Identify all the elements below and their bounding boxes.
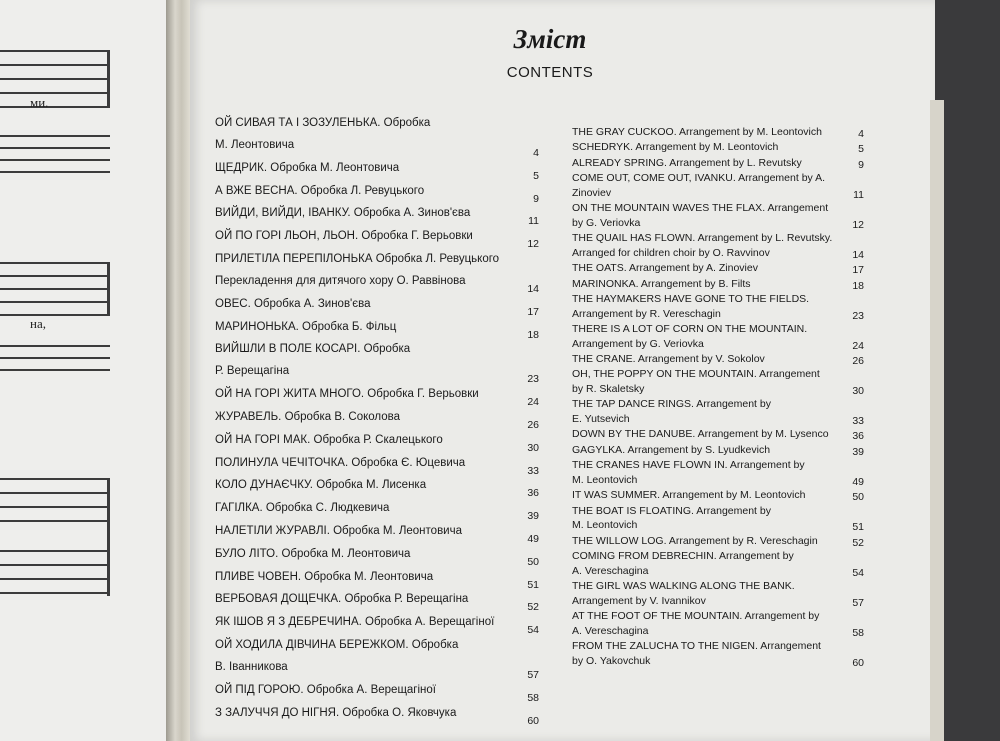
toc-entry-title: OH, THE POPPY ON THE MOUNTAIN. Arrangement xyxy=(572,368,820,381)
music-staff xyxy=(0,478,110,608)
toc-page-number: 30 xyxy=(527,441,539,454)
toc-page-number: 5 xyxy=(858,143,864,156)
toc-page-number: 54 xyxy=(852,566,864,579)
toc-entry-title: В. Іванникова xyxy=(215,661,288,673)
toc-page-number: 24 xyxy=(852,339,864,352)
toc-entry-title: THE TAP DANCE RINGS. Arrangement by xyxy=(572,398,771,411)
toc-page-number: 18 xyxy=(852,279,864,292)
toc-page-number: 49 xyxy=(527,533,539,545)
toc-page-number: 23 xyxy=(852,309,864,322)
toc-entry-title: by O. Yakovchuk xyxy=(572,654,651,667)
toc-entry-title: ВИЙШЛИ В ПОЛЕ КОСАРІ. Обробка xyxy=(215,343,411,356)
toc-page-number: 33 xyxy=(852,415,864,427)
toc-page-number: 11 xyxy=(528,215,539,228)
toc-entry-title: ОЙ ХОДИЛА ДІВЧИНА БЕРЕЖКОМ. Обробка xyxy=(215,639,459,651)
toc-entry-title: ОЙ ПІД ГОРОЮ. Обробка А. Верещагіної xyxy=(215,683,436,696)
toc-page-number: 5 xyxy=(533,169,539,182)
toc-entry-title: THERE IS A LOT OF CORN ON THE MOUNTAIN. xyxy=(572,323,808,335)
toc-page-number: 36 xyxy=(852,430,864,443)
toc-entry-title: THE BOAT IS FLOATING. Arrangement by xyxy=(572,504,771,517)
toc-page-number: 26 xyxy=(852,355,864,367)
music-staff xyxy=(0,50,110,120)
lyric-text: на, xyxy=(30,316,46,331)
toc-entry-title: Р. Верещагіна xyxy=(215,365,290,378)
toc-entry-title: COMING FROM DEBRECHIN. Arrangement by xyxy=(572,550,794,562)
toc-entry-title: COME OUT, COME OUT, IVANKU. Arrangement by A. xyxy=(572,172,826,185)
toc-page-number: 51 xyxy=(852,521,864,534)
toc-page-number: 12 xyxy=(527,238,539,251)
toc-entry-title: НАЛЕТІЛИ ЖУРАВЛІ. Обробка М. Леонтовича xyxy=(215,525,462,537)
toc-entry-title: FROM THE ZALUCHA TO THE NIGEN. Arrangement xyxy=(572,640,821,652)
toc-entry-title: ВИЙДИ, ВИЙДИ, ІВАНКУ. Обробка А. Зинов'єва xyxy=(215,207,471,220)
toc-entry-title: AT THE FOOT OF THE MOUNTAIN. Arrangement by xyxy=(572,610,820,622)
toc-page-number: 36 xyxy=(527,487,539,500)
toc-page-number: 14 xyxy=(852,248,864,261)
toc-entry-title: A. Vereschagina xyxy=(572,564,649,577)
contents-title-en: CONTENTS xyxy=(506,64,594,81)
toc-page-number: 11 xyxy=(853,188,864,201)
toc-entry-title: Перекладення для дитячого хору О. Раввінова xyxy=(215,275,466,287)
toc-entry-title: Arrangement by V. Ivannikov xyxy=(572,594,706,607)
toc-entry-title: DOWN BY THE DANUBE. Arrangement by M. Lysenco xyxy=(572,428,829,441)
toc-page-number: 18 xyxy=(527,328,539,341)
toc-page-number: 51 xyxy=(527,578,539,591)
toc-entry-title: E. Yutsevich xyxy=(572,413,630,425)
toc-entry-title: M. Leontovich xyxy=(572,519,638,532)
toc-entry-title: ПЛИВЕ ЧОВЕН. Обробка М. Леонтовича xyxy=(215,570,434,583)
toc-entry-title: ОВЕС. Обробка А. Зинов'єва xyxy=(215,297,371,310)
toc-entry-title: by R. Skaletsky xyxy=(572,383,645,395)
toc-page-number: 60 xyxy=(527,714,539,727)
toc-entry-title: THE GRAY CUCKOO. Arrangement by M. Leontovich xyxy=(572,126,822,138)
toc-entry-title: THE CRANES HAVE FLOWN IN. Arrangement by xyxy=(572,459,805,472)
toc-page-number: 4 xyxy=(533,147,539,159)
toc-entry-title: ГАГІЛКА. Обробка С. Людкевича xyxy=(215,502,390,515)
toc-entry-title: A. Vereschagina xyxy=(572,624,649,637)
toc-page-number: 26 xyxy=(527,419,539,431)
music-staff xyxy=(0,345,110,390)
page-edge xyxy=(930,100,944,741)
toc-page-number: 17 xyxy=(852,264,864,277)
toc-entry-title: ALREADY SPRING. Arrangement by L. Revutsky xyxy=(572,156,802,169)
toc-page-number: 50 xyxy=(527,555,539,568)
toc-page-number: 17 xyxy=(527,305,539,318)
toc-page-number: 57 xyxy=(527,669,539,681)
toc-entry-title: THE CRANE. Arrangement by V. Sokolov xyxy=(572,353,765,365)
toc-entry-title: М. Леонтовича xyxy=(215,139,295,151)
toc-entry-title: А ВЖЕ ВЕСНА. Обробка Л. Ревуцького xyxy=(215,184,425,197)
toc-entry-title: ВЕРБОВАЯ ДОЩЕЧКА. Обробка Р. Верещагіна xyxy=(215,593,469,606)
toc-entry-title: IT WAS SUMMER. Arrangement by M. Leontovich xyxy=(572,489,806,502)
toc-page-number: 33 xyxy=(527,464,539,477)
toc-entry-title: ЖУРАВЕЛЬ. Обробка В. Соколова xyxy=(215,411,401,423)
toc-entry-title: by G. Veriovka xyxy=(572,216,641,229)
toc-page-number: 50 xyxy=(852,491,864,504)
toc-entry-title: З ЗАЛУЧЧЯ ДО НІГНЯ. Обробка О. Яковчука xyxy=(215,706,457,719)
toc-entry-title: THE OATS. Arrangement by A. Zinoviev xyxy=(572,262,758,275)
toc-entry-title: ОЙ НА ГОРІ МАК. Обробка Р. Скалецького xyxy=(215,433,443,446)
toc-entry-title: МАРИНОНЬКА. Обробка Б. Фільц xyxy=(215,320,397,333)
toc-entry-title: ЩЕДРИК. Обробка М. Леонтовича xyxy=(215,161,400,174)
toc-page-number: 39 xyxy=(852,445,864,458)
toc-entry-title: Zinoviev xyxy=(572,186,612,199)
toc-page-number: 49 xyxy=(852,475,864,488)
toc-page-number: 9 xyxy=(858,158,864,171)
toc-entry-title: M. Leontovich xyxy=(572,473,638,486)
toc-page-number: 54 xyxy=(527,624,539,637)
toc-entry-title: THE GIRL WAS WALKING ALONG THE BANK. xyxy=(572,580,795,592)
toc-page-number: 52 xyxy=(852,536,864,549)
toc-entry-title: ОЙ ПО ГОРІ ЛЬОН, ЛЬОН. Обробка Г. Верьовки xyxy=(215,230,473,243)
contents-page xyxy=(190,0,935,741)
toc-entry-title: MARINONKA. Arrangement by B. Filts xyxy=(572,277,751,290)
toc-entry-title: GAGYLKA. Arrangement by S. Lyudkevich xyxy=(572,443,771,456)
toc-entry-title: БУЛО ЛІТО. Обробка М. Леонтовича xyxy=(215,547,411,560)
toc-entry-title: Arrangement by G. Veriovka xyxy=(572,337,704,350)
toc-entry-title: Arrangement by R. Vereschagin xyxy=(572,307,721,320)
lyric-text: ми. xyxy=(30,95,49,110)
toc-entry-title: THE QUAIL HAS FLOWN. Arrangement by L. Revutsky. xyxy=(572,232,833,245)
toc-page-number: 58 xyxy=(527,691,539,704)
toc-entry-title: КОЛО ДУНАЄЧКУ. Обробка М. Лисенка xyxy=(215,479,427,492)
toc-entry-title: THE WILLOW LOG. Arrangement by R. Vereschagin xyxy=(572,534,818,547)
toc-page-number: 58 xyxy=(852,626,864,639)
toc-page-number: 52 xyxy=(527,601,539,614)
toc-entry-title: ЯК ІШОВ Я З ДЕБРЕЧИНА. Обробка А. Верещагіної xyxy=(215,616,495,629)
toc-page-number: 60 xyxy=(852,656,864,669)
toc-page-number: 23 xyxy=(527,373,539,386)
music-staff xyxy=(0,135,110,180)
toc-page-number: 57 xyxy=(852,596,864,609)
music-staff xyxy=(0,262,110,332)
left-page-music xyxy=(0,0,178,741)
toc-entry-title: ON THE MOUNTAIN WAVES THE FLAX. Arrangement xyxy=(572,202,829,215)
toc-page-number: 39 xyxy=(527,510,539,523)
contents-title-uk: Зміст xyxy=(513,24,587,54)
toc-entry-title: ОЙ НА ГОРІ ЖИТА МНОГО. Обробка Г. Верьовки xyxy=(215,388,479,401)
book-spine xyxy=(166,0,192,741)
toc-entry-title: ПОЛИНУЛА ЧЕЧІТОЧКА. Обробка Є. Юцевича xyxy=(215,456,466,469)
toc-entry-title: ОЙ СИВАЯ ТА І ЗОЗУЛЕНЬКА. Обробка xyxy=(215,117,431,129)
toc-page-number: 12 xyxy=(852,218,864,231)
toc-entry-title: Arranged for children choir by O. Ravvinov xyxy=(572,246,770,259)
toc-entry-title: THE HAYMAKERS HAVE GONE TO THE FIELDS. xyxy=(572,293,810,305)
toc-page-number: 9 xyxy=(533,192,539,205)
toc-page-number: 30 xyxy=(852,385,864,397)
toc-page-number: 14 xyxy=(527,283,539,295)
toc-entry-title: SCHEDRYK. Arrangement by M. Leontovich xyxy=(572,141,779,154)
toc-page-number: 24 xyxy=(527,396,539,409)
toc-page-number: 4 xyxy=(858,128,864,140)
toc-entry-title: ПРИЛЕТІЛА ПЕРЕПІЛОНЬКА Обробка Л. Ревуцького xyxy=(215,253,500,265)
